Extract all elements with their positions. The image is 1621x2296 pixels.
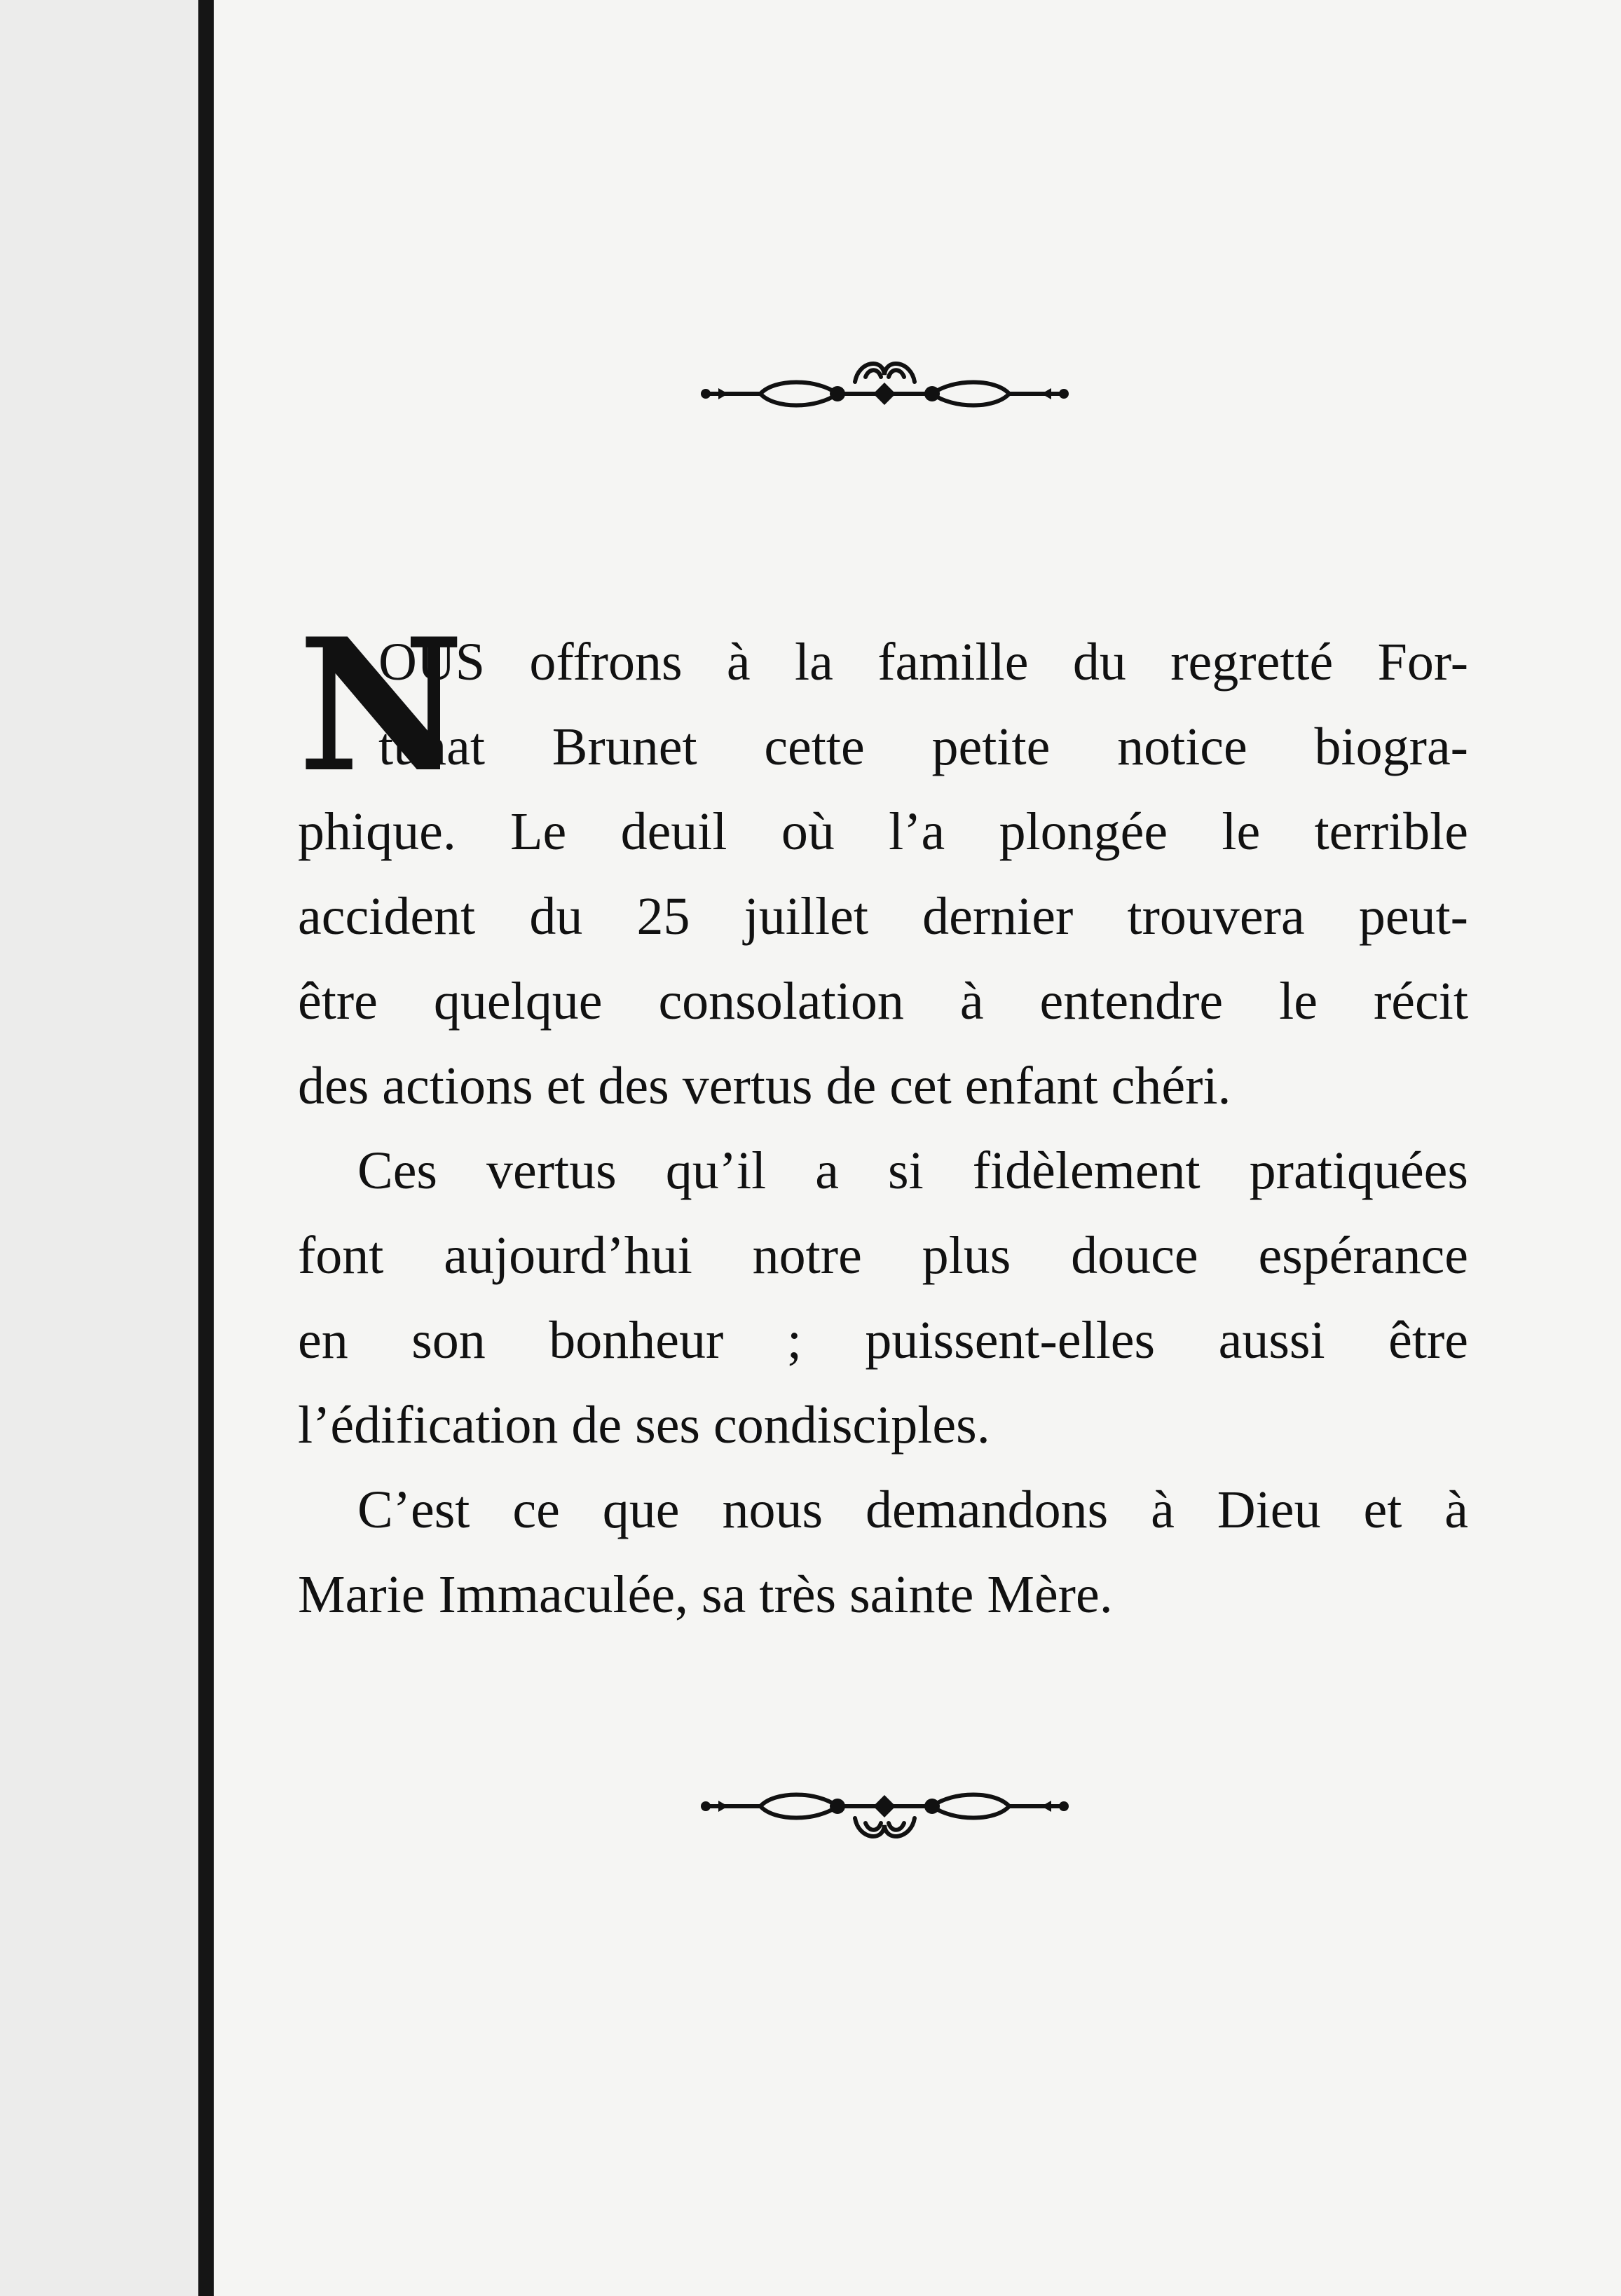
text-line: tunat Brunet cette petite notice biogra- bbox=[378, 717, 1468, 776]
notice-text bbox=[298, 599, 1468, 1637]
text-line: en son bonheur ; puissent-elles aussi être bbox=[298, 1311, 1468, 1370]
third-paragraph bbox=[298, 1468, 1468, 1637]
second-paragraph bbox=[298, 1129, 1468, 1468]
text-line: être quelque consolation à entendre le récit bbox=[298, 972, 1468, 1031]
first-paragraph bbox=[298, 599, 1468, 1129]
text-line: OUS offrons à la famille du regretté For- bbox=[378, 633, 1468, 692]
text-line: Ces vertus qu’il a si fidèlement pratiquées bbox=[357, 1141, 1468, 1200]
drop-cap: N bbox=[298, 599, 465, 813]
text-line: C’est ce que nous demandons à Dieu et à bbox=[357, 1480, 1468, 1539]
text-line: Marie Immaculée, sa très sainte Mère. bbox=[298, 1565, 1113, 1624]
text-line: phique. Le deuil où l’a plongée le terrible bbox=[298, 802, 1468, 861]
book-spine-edge bbox=[198, 0, 214, 2296]
bottom-ornament-icon bbox=[697, 1773, 1072, 1850]
text-line: accident du 25 juillet dernier trouvera peut- bbox=[298, 887, 1468, 946]
left-margin bbox=[0, 0, 203, 2296]
text-line: des actions et des vertus de cet enfant chéri. bbox=[298, 1057, 1231, 1115]
text-line: l’édification de ses condisciples. bbox=[298, 1396, 990, 1455]
top-ornament-icon bbox=[697, 350, 1072, 427]
text-line: font aujourd’hui notre plus douce espérance bbox=[298, 1226, 1468, 1285]
